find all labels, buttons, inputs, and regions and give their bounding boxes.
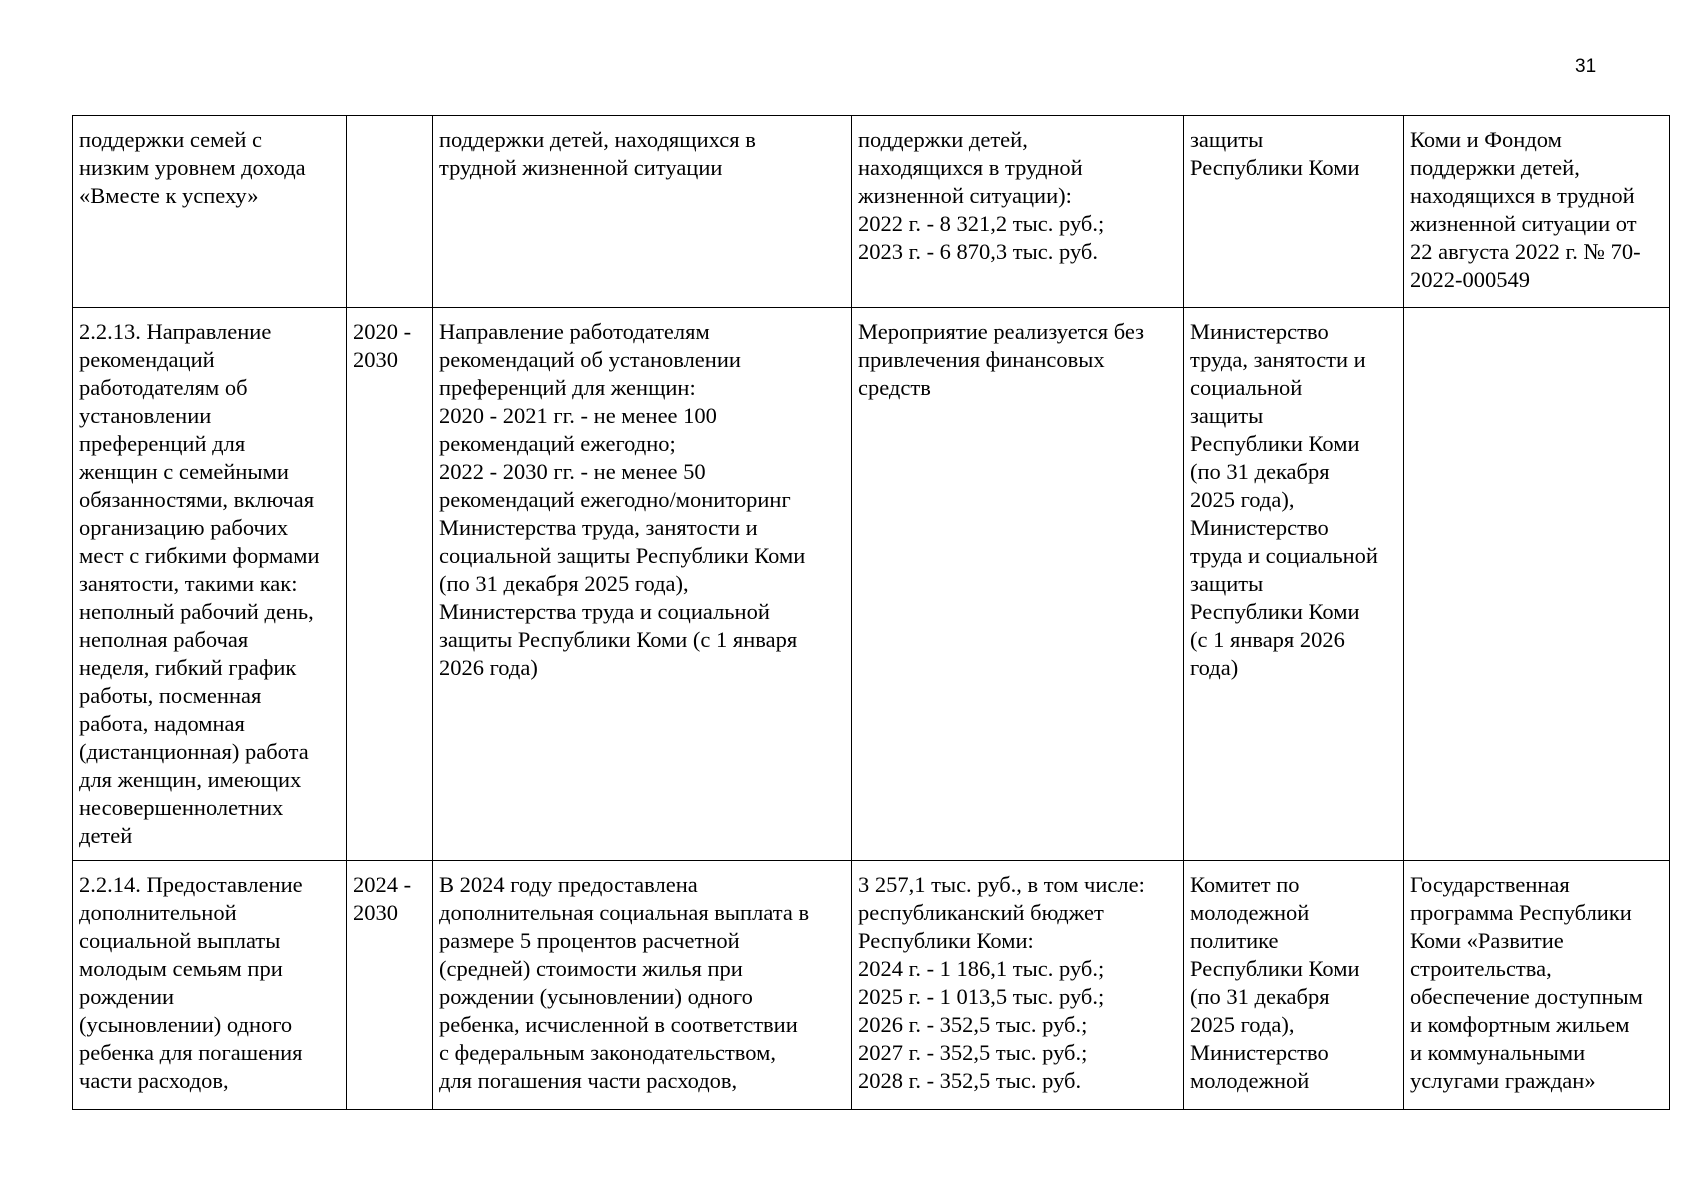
cell-text-line: поддержки детей, находящихся в bbox=[439, 127, 756, 152]
cell-text-line: (средней) стоимости жилья при bbox=[439, 956, 743, 981]
cell-text-line: мест с гибкими формами bbox=[79, 543, 320, 568]
cell-text-line: рекомендаций ежегодно/мониторинг bbox=[439, 487, 791, 512]
cell-text-line: установлении bbox=[79, 403, 212, 428]
cell-text-line: находящихся в трудной bbox=[858, 155, 1083, 180]
cell-text-line: 2.2.13. Направление bbox=[79, 319, 272, 344]
table-row bbox=[73, 861, 1670, 1110]
cell-text-line: 2024 - bbox=[353, 872, 412, 897]
cell-text-line: для женщин, имеющих bbox=[79, 767, 302, 792]
cell-text-line: 2023 г. - 6 870,3 тыс. руб. bbox=[858, 239, 1098, 264]
result-cell bbox=[433, 308, 852, 861]
funding-cell bbox=[852, 861, 1184, 1110]
cell-text-line: Республики Коми bbox=[1190, 431, 1360, 456]
cell-text-line: 2030 bbox=[353, 347, 398, 372]
period-cell bbox=[347, 116, 433, 308]
cell-text-line: труда, занятости и bbox=[1190, 347, 1366, 372]
measures-table bbox=[72, 115, 1670, 1110]
funding-cell bbox=[852, 116, 1184, 308]
cell-text-line: Республики Коми: bbox=[858, 928, 1034, 953]
cell-text-line: жизненной ситуации от bbox=[1410, 211, 1637, 236]
source-cell bbox=[1404, 116, 1670, 308]
table-row bbox=[73, 116, 1670, 308]
cell-text-line: Коми «Развитие bbox=[1410, 928, 1564, 953]
cell-text-line: защиты bbox=[1190, 571, 1264, 596]
cell-text-line: несовершеннолетних bbox=[79, 795, 284, 820]
executor-cell bbox=[1184, 861, 1404, 1110]
funding-cell bbox=[852, 308, 1184, 861]
cell-text-line: и коммунальными bbox=[1410, 1040, 1586, 1065]
measure-cell bbox=[73, 308, 347, 861]
cell-text-line: 22 августа 2022 г. № 70- bbox=[1410, 239, 1641, 264]
cell-text-line: защиты Республики Коми (с 1 января bbox=[439, 627, 798, 652]
period-cell bbox=[347, 308, 433, 861]
cell-text-line: (усыновлении) одного bbox=[79, 1012, 293, 1037]
cell-text-line: и комфортным жильем bbox=[1410, 1012, 1630, 1037]
source-cell bbox=[1404, 308, 1670, 861]
cell-text-line: работа, надомная bbox=[79, 711, 245, 736]
cell-text-line: 2026 года) bbox=[439, 655, 538, 680]
cell-text-line: (по 31 декабря bbox=[1190, 459, 1330, 484]
cell-text-line: поддержки детей, bbox=[858, 127, 1028, 152]
cell-text-line: Государственная bbox=[1410, 872, 1570, 897]
cell-text-line: низким уровнем дохода bbox=[79, 155, 306, 180]
cell-text-line: занятости, такими как: bbox=[79, 571, 298, 596]
cell-text-line: (по 31 декабря 2025 года), bbox=[439, 571, 689, 596]
cell-text-line: защиты bbox=[1190, 403, 1264, 428]
cell-text-line: поддержки детей, bbox=[1410, 155, 1580, 180]
cell-text-line: молодым семьям при bbox=[79, 956, 283, 981]
cell-text-line: жизненной ситуации): bbox=[858, 183, 1072, 208]
cell-text-line: Министерство bbox=[1190, 515, 1329, 540]
cell-text-line: для погашения части расходов, bbox=[439, 1068, 738, 1093]
cell-text-line: неполный рабочий день, bbox=[79, 599, 314, 624]
cell-text-line: рождении (усыновлении) одного bbox=[439, 984, 753, 1009]
cell-text-line: программа Республики bbox=[1410, 900, 1632, 925]
page-number: 31 bbox=[1575, 56, 1597, 77]
cell-text-line: социальной bbox=[1190, 375, 1303, 400]
cell-text-line: 2020 - 2021 гг. - не менее 100 bbox=[439, 403, 717, 428]
cell-text-line: 2022 - 2030 гг. - не менее 50 bbox=[439, 459, 706, 484]
cell-text-line: Комитет по bbox=[1190, 872, 1300, 897]
cell-text-line: дополнительной bbox=[79, 900, 237, 925]
cell-text-line: социальной защиты Республики Коми bbox=[439, 543, 806, 568]
cell-text-line: Республики Коми bbox=[1190, 956, 1360, 981]
cell-text-line: Министерства труда, занятости и bbox=[439, 515, 758, 540]
cell-text-line: работодателям об bbox=[79, 375, 248, 400]
cell-text-line: Мероприятие реализуется без bbox=[858, 319, 1145, 344]
cell-text-line: Республики Коми bbox=[1190, 155, 1360, 180]
cell-text-line: В 2024 году предоставлена bbox=[439, 872, 698, 897]
cell-text-line: неполная рабочая bbox=[79, 627, 249, 652]
cell-text-line: обязанностями, включая bbox=[79, 487, 315, 512]
cell-text-line: организацию рабочих bbox=[79, 515, 289, 540]
cell-text-line: Министерство bbox=[1190, 1040, 1329, 1065]
cell-text-line: (дистанционная) работа bbox=[79, 739, 309, 764]
cell-text-line: 2025 года), bbox=[1190, 1012, 1295, 1037]
cell-text-line: молодежной bbox=[1190, 1068, 1310, 1093]
period-cell bbox=[347, 861, 433, 1110]
cell-text-line: преференций для женщин: bbox=[439, 375, 696, 400]
cell-text-line: Министерство bbox=[1190, 319, 1329, 344]
cell-text-line: трудной жизненной ситуации bbox=[439, 155, 723, 180]
cell-text-line: услугами граждан» bbox=[1410, 1068, 1596, 1093]
table-row bbox=[73, 308, 1670, 861]
cell-text-line: дополнительная социальная выплата в bbox=[439, 900, 810, 925]
cell-text-line: года) bbox=[1190, 655, 1239, 680]
cell-text-line: «Вместе к успеху» bbox=[79, 183, 259, 208]
cell-text-line: рекомендаций об установлении bbox=[439, 347, 741, 372]
cell-text-line: труда и социальной bbox=[1190, 543, 1378, 568]
cell-text-line: (с 1 января 2026 bbox=[1190, 627, 1345, 652]
cell-text-line: части расходов, bbox=[79, 1068, 229, 1093]
cell-text-line: ребенка для погашения bbox=[79, 1040, 303, 1065]
cell-text-line: 2022-000549 bbox=[1410, 267, 1530, 292]
cell-text-line: поддержки семей с bbox=[79, 127, 263, 152]
executor-cell bbox=[1184, 308, 1404, 861]
cell-text-line: строительства, bbox=[1410, 956, 1552, 981]
measure-cell bbox=[73, 861, 347, 1110]
cell-text-line: обеспечение доступным bbox=[1410, 984, 1643, 1009]
cell-text-line: с федеральным законодательством, bbox=[439, 1040, 776, 1065]
cell-text-line: молодежной bbox=[1190, 900, 1310, 925]
cell-text-line: 2028 г. - 352,5 тыс. руб. bbox=[858, 1068, 1082, 1093]
cell-text-line: размере 5 процентов расчетной bbox=[439, 928, 740, 953]
result-cell bbox=[433, 861, 852, 1110]
source-cell bbox=[1404, 861, 1670, 1110]
cell-text-line: социальной выплаты bbox=[79, 928, 281, 953]
cell-text-line: женщин с семейными bbox=[79, 459, 289, 484]
cell-text-line: рекомендаций ежегодно; bbox=[439, 431, 676, 456]
cell-text-line: 2024 г. - 1 186,1 тыс. руб.; bbox=[858, 956, 1105, 981]
result-cell bbox=[433, 116, 852, 308]
cell-text-line: рекомендаций bbox=[79, 347, 215, 372]
cell-text-line: работы, посменная bbox=[79, 683, 262, 708]
cell-text-line: Коми и Фондом bbox=[1410, 127, 1562, 152]
cell-text-line: ребенка, исчисленной в соответствии bbox=[439, 1012, 798, 1037]
cell-text-line: 2025 г. - 1 013,5 тыс. руб.; bbox=[858, 984, 1105, 1009]
cell-text-line: 2025 года), bbox=[1190, 487, 1295, 512]
cell-text-line: политике bbox=[1190, 928, 1279, 953]
cell-text-line: Республики Коми bbox=[1190, 599, 1360, 624]
cell-text-line: 2030 bbox=[353, 900, 398, 925]
cell-text-line: 2.2.14. Предоставление bbox=[79, 872, 303, 897]
cell-text-line: находящихся в трудной bbox=[1410, 183, 1635, 208]
cell-text-line: 2027 г. - 352,5 тыс. руб.; bbox=[858, 1040, 1088, 1065]
cell-text-line: 2022 г. - 8 321,2 тыс. руб.; bbox=[858, 211, 1105, 236]
measure-cell bbox=[73, 116, 347, 308]
cell-text-line: рождении bbox=[79, 984, 175, 1009]
cell-text-line: защиты bbox=[1190, 127, 1264, 152]
cell-text-line: республиканский бюджет bbox=[858, 900, 1104, 925]
cell-text-line: привлечения финансовых bbox=[858, 347, 1105, 372]
executor-cell bbox=[1184, 116, 1404, 308]
cell-text-line: Направление работодателям bbox=[439, 319, 710, 344]
cell-text-line: неделя, гибкий график bbox=[79, 655, 297, 680]
cell-text-line: 2026 г. - 352,5 тыс. руб.; bbox=[858, 1012, 1088, 1037]
cell-text-line: 3 257,1 тыс. руб., в том числе: bbox=[858, 872, 1145, 897]
cell-text-line: (по 31 декабря bbox=[1190, 984, 1330, 1009]
cell-text-line: Министерства труда и социальной bbox=[439, 599, 770, 624]
cell-text-line: средств bbox=[858, 375, 931, 400]
cell-text-line: преференций для bbox=[79, 431, 246, 456]
cell-text-line: 2020 - bbox=[353, 319, 412, 344]
table-body bbox=[73, 116, 1670, 1110]
cell-text-line: детей bbox=[79, 823, 133, 848]
